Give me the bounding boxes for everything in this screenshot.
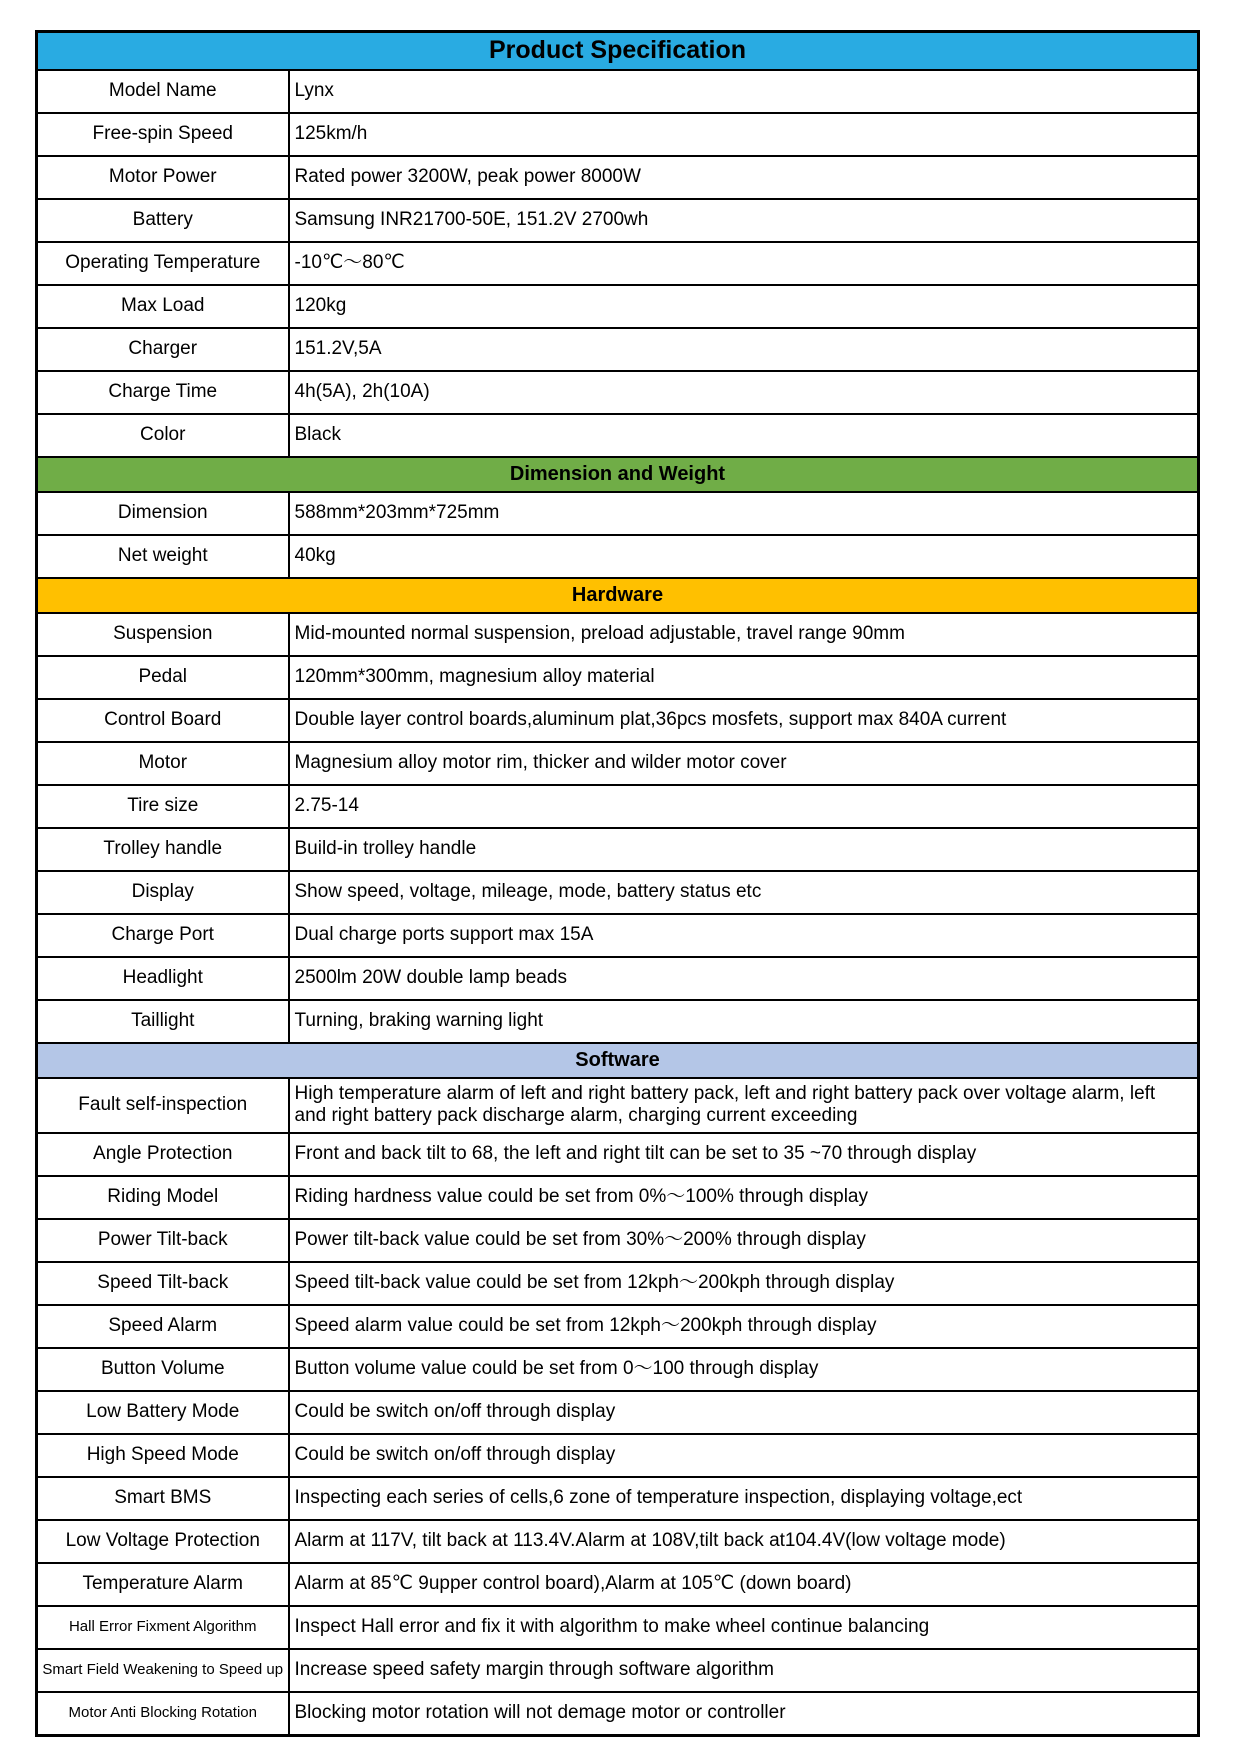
spec-label-suspension: Suspension xyxy=(37,613,289,656)
spec-value-smart-bms: Inspecting each series of cells,6 zone of temperature inspection, displaying voltage,ect xyxy=(289,1477,1199,1520)
spec-label-tire-size: Tire size xyxy=(37,785,289,828)
spec-row xyxy=(37,1176,1199,1219)
spec-label-motor: Motor xyxy=(37,742,289,785)
section-header-software: Software xyxy=(37,1043,1199,1078)
spec-label-riding-model: Riding Model xyxy=(37,1176,289,1219)
spec-value-pedal: 120mm*300mm, magnesium alloy material xyxy=(289,656,1199,699)
spec-row xyxy=(37,156,1199,199)
spec-row xyxy=(37,656,1199,699)
section-header-row xyxy=(37,457,1199,492)
spec-row xyxy=(37,70,1199,113)
spec-label-net-weight: Net weight xyxy=(37,535,289,578)
spec-value-charge-time: 4h(5A), 2h(10A) xyxy=(289,371,1199,414)
spec-value-tire-size: 2.75-14 xyxy=(289,785,1199,828)
spec-label-smart-bms: Smart BMS xyxy=(37,1477,289,1520)
spec-row xyxy=(37,1477,1199,1520)
spec-label-color: Color xyxy=(37,414,289,457)
spec-value-smart-field-weakening-to-speed-up: Increase speed safety margin through software algorithm xyxy=(289,1649,1199,1692)
spec-value-suspension: Mid-mounted normal suspension, preload adjustable, travel range 90mm xyxy=(289,613,1199,656)
spec-row xyxy=(37,1305,1199,1348)
spec-label-headlight: Headlight xyxy=(37,957,289,1000)
spec-value-motor: Magnesium alloy motor rim, thicker and wilder motor cover xyxy=(289,742,1199,785)
spec-label-low-voltage-protection: Low Voltage Protection xyxy=(37,1520,289,1563)
spec-row xyxy=(37,242,1199,285)
spec-value-angle-protection: Front and back tilt to 68, the left and right tilt can be set to 35 ~70 through display xyxy=(289,1133,1199,1176)
spec-label-power-tilt-back: Power Tilt-back xyxy=(37,1219,289,1262)
spec-row xyxy=(37,742,1199,785)
title-row xyxy=(37,32,1199,71)
spec-table-body xyxy=(37,32,1199,1736)
spec-row xyxy=(37,1348,1199,1391)
spec-label-max-load: Max Load xyxy=(37,285,289,328)
page-title: Product Specification xyxy=(37,32,1199,71)
spec-row xyxy=(37,492,1199,535)
spec-row xyxy=(37,828,1199,871)
spec-value-low-battery-mode: Could be switch on/off through display xyxy=(289,1391,1199,1434)
spec-label-speed-alarm: Speed Alarm xyxy=(37,1305,289,1348)
spec-row xyxy=(37,1649,1199,1692)
spec-label-trolley-handle: Trolley handle xyxy=(37,828,289,871)
spec-row xyxy=(37,1219,1199,1262)
spec-label-battery: Battery xyxy=(37,199,289,242)
spec-row xyxy=(37,328,1199,371)
spec-row xyxy=(37,914,1199,957)
spec-row xyxy=(37,285,1199,328)
spec-value-battery: Samsung INR21700-50E, 151.2V 2700wh xyxy=(289,199,1199,242)
section-header-hardware: Hardware xyxy=(37,578,1199,613)
spec-row xyxy=(37,1692,1199,1736)
spec-row xyxy=(37,414,1199,457)
section-header-row xyxy=(37,1043,1199,1078)
section-header-row xyxy=(37,578,1199,613)
spec-row xyxy=(37,1606,1199,1649)
spec-row xyxy=(37,1520,1199,1563)
spec-value-dimension: 588mm*203mm*725mm xyxy=(289,492,1199,535)
spec-label-hall-error-fixment-algorithm: Hall Error Fixment Algorithm xyxy=(37,1606,289,1649)
spec-value-high-speed-mode: Could be switch on/off through display xyxy=(289,1434,1199,1477)
spec-value-low-voltage-protection: Alarm at 117V, tilt back at 113.4V.Alarm at 108V,tilt back at104.4V(low voltage mode) xyxy=(289,1520,1199,1563)
spec-value-speed-tilt-back: Speed tilt-back value could be set from 12kph～200kph through display xyxy=(289,1262,1199,1305)
spec-value-button-volume: Button volume value could be set from 0～100 through display xyxy=(289,1348,1199,1391)
spec-value-power-tilt-back: Power tilt-back value could be set from 30%～200% through display xyxy=(289,1219,1199,1262)
spec-row xyxy=(37,1000,1199,1043)
spec-value-charge-port: Dual charge ports support max 15A xyxy=(289,914,1199,957)
spec-row xyxy=(37,613,1199,656)
spec-label-operating-temperature: Operating Temperature xyxy=(37,242,289,285)
spec-value-motor-power: Rated power 3200W, peak power 8000W xyxy=(289,156,1199,199)
spec-value-temperature-alarm: Alarm at 85℃ 9upper control board),Alarm at 105℃ (down board) xyxy=(289,1563,1199,1606)
spec-label-charge-time: Charge Time xyxy=(37,371,289,414)
spec-value-charger: 151.2V,5A xyxy=(289,328,1199,371)
spec-row xyxy=(37,535,1199,578)
spec-label-pedal: Pedal xyxy=(37,656,289,699)
spec-row xyxy=(37,1262,1199,1305)
spec-label-temperature-alarm: Temperature Alarm xyxy=(37,1563,289,1606)
spec-label-charger: Charger xyxy=(37,328,289,371)
spec-label-button-volume: Button Volume xyxy=(37,1348,289,1391)
spec-label-speed-tilt-back: Speed Tilt-back xyxy=(37,1262,289,1305)
spec-label-free-spin-speed: Free-spin Speed xyxy=(37,113,289,156)
spec-value-headlight: 2500lm 20W double lamp beads xyxy=(289,957,1199,1000)
spec-row xyxy=(37,957,1199,1000)
spec-value-hall-error-fixment-algorithm: Inspect Hall error and fix it with algorithm to make wheel continue balancing xyxy=(289,1606,1199,1649)
spec-row xyxy=(37,699,1199,742)
spec-value-net-weight: 40kg xyxy=(289,535,1199,578)
spec-label-smart-field-weakening-to-speed-up: Smart Field Weakening to Speed up xyxy=(37,1649,289,1692)
section-header-dimension-and-weight: Dimension and Weight xyxy=(37,457,1199,492)
spec-label-dimension: Dimension xyxy=(37,492,289,535)
spec-value-display: Show speed, voltage, mileage, mode, battery status etc xyxy=(289,871,1199,914)
spec-row xyxy=(37,1133,1199,1176)
spec-row xyxy=(37,113,1199,156)
spec-label-model-name: Model Name xyxy=(37,70,289,113)
spec-row xyxy=(37,871,1199,914)
spec-label-high-speed-mode: High Speed Mode xyxy=(37,1434,289,1477)
spec-value-control-board: Double layer control boards,aluminum plat,36pcs mosfets, support max 840A current xyxy=(289,699,1199,742)
spec-label-control-board: Control Board xyxy=(37,699,289,742)
spec-value-operating-temperature: -10℃～80℃ xyxy=(289,242,1199,285)
spec-row xyxy=(37,371,1199,414)
spec-label-motor-anti-blocking-rotation: Motor Anti Blocking Rotation xyxy=(37,1692,289,1736)
spec-label-motor-power: Motor Power xyxy=(37,156,289,199)
spec-row xyxy=(37,1563,1199,1606)
spec-value-speed-alarm: Speed alarm value could be set from 12kph～200kph through display xyxy=(289,1305,1199,1348)
spec-row xyxy=(37,1391,1199,1434)
spec-label-taillight: Taillight xyxy=(37,1000,289,1043)
spec-value-fault-self-inspection: High temperature alarm of left and right battery pack, left and right battery pack over voltage alarm, left and right battery pack discharge alarm, charging current exceeding xyxy=(289,1078,1199,1133)
spec-label-fault-self-inspection: Fault self-inspection xyxy=(37,1078,289,1133)
spec-row xyxy=(37,199,1199,242)
spec-label-low-battery-mode: Low Battery Mode xyxy=(37,1391,289,1434)
spec-value-taillight: Turning, braking warning light xyxy=(289,1000,1199,1043)
spec-row xyxy=(37,1078,1199,1133)
spec-value-motor-anti-blocking-rotation: Blocking motor rotation will not demage motor or controller xyxy=(289,1692,1199,1736)
spec-table xyxy=(35,30,1200,1737)
spec-value-color: Black xyxy=(289,414,1199,457)
spec-value-model-name: Lynx xyxy=(289,70,1199,113)
spec-row xyxy=(37,785,1199,828)
spec-value-trolley-handle: Build-in trolley handle xyxy=(289,828,1199,871)
spec-value-riding-model: Riding hardness value could be set from 0%～100% through display xyxy=(289,1176,1199,1219)
spec-row xyxy=(37,1434,1199,1477)
spec-label-display: Display xyxy=(37,871,289,914)
spec-label-angle-protection: Angle Protection xyxy=(37,1133,289,1176)
spec-value-max-load: 120kg xyxy=(289,285,1199,328)
spec-label-charge-port: Charge Port xyxy=(37,914,289,957)
spec-value-free-spin-speed: 125km/h xyxy=(289,113,1199,156)
